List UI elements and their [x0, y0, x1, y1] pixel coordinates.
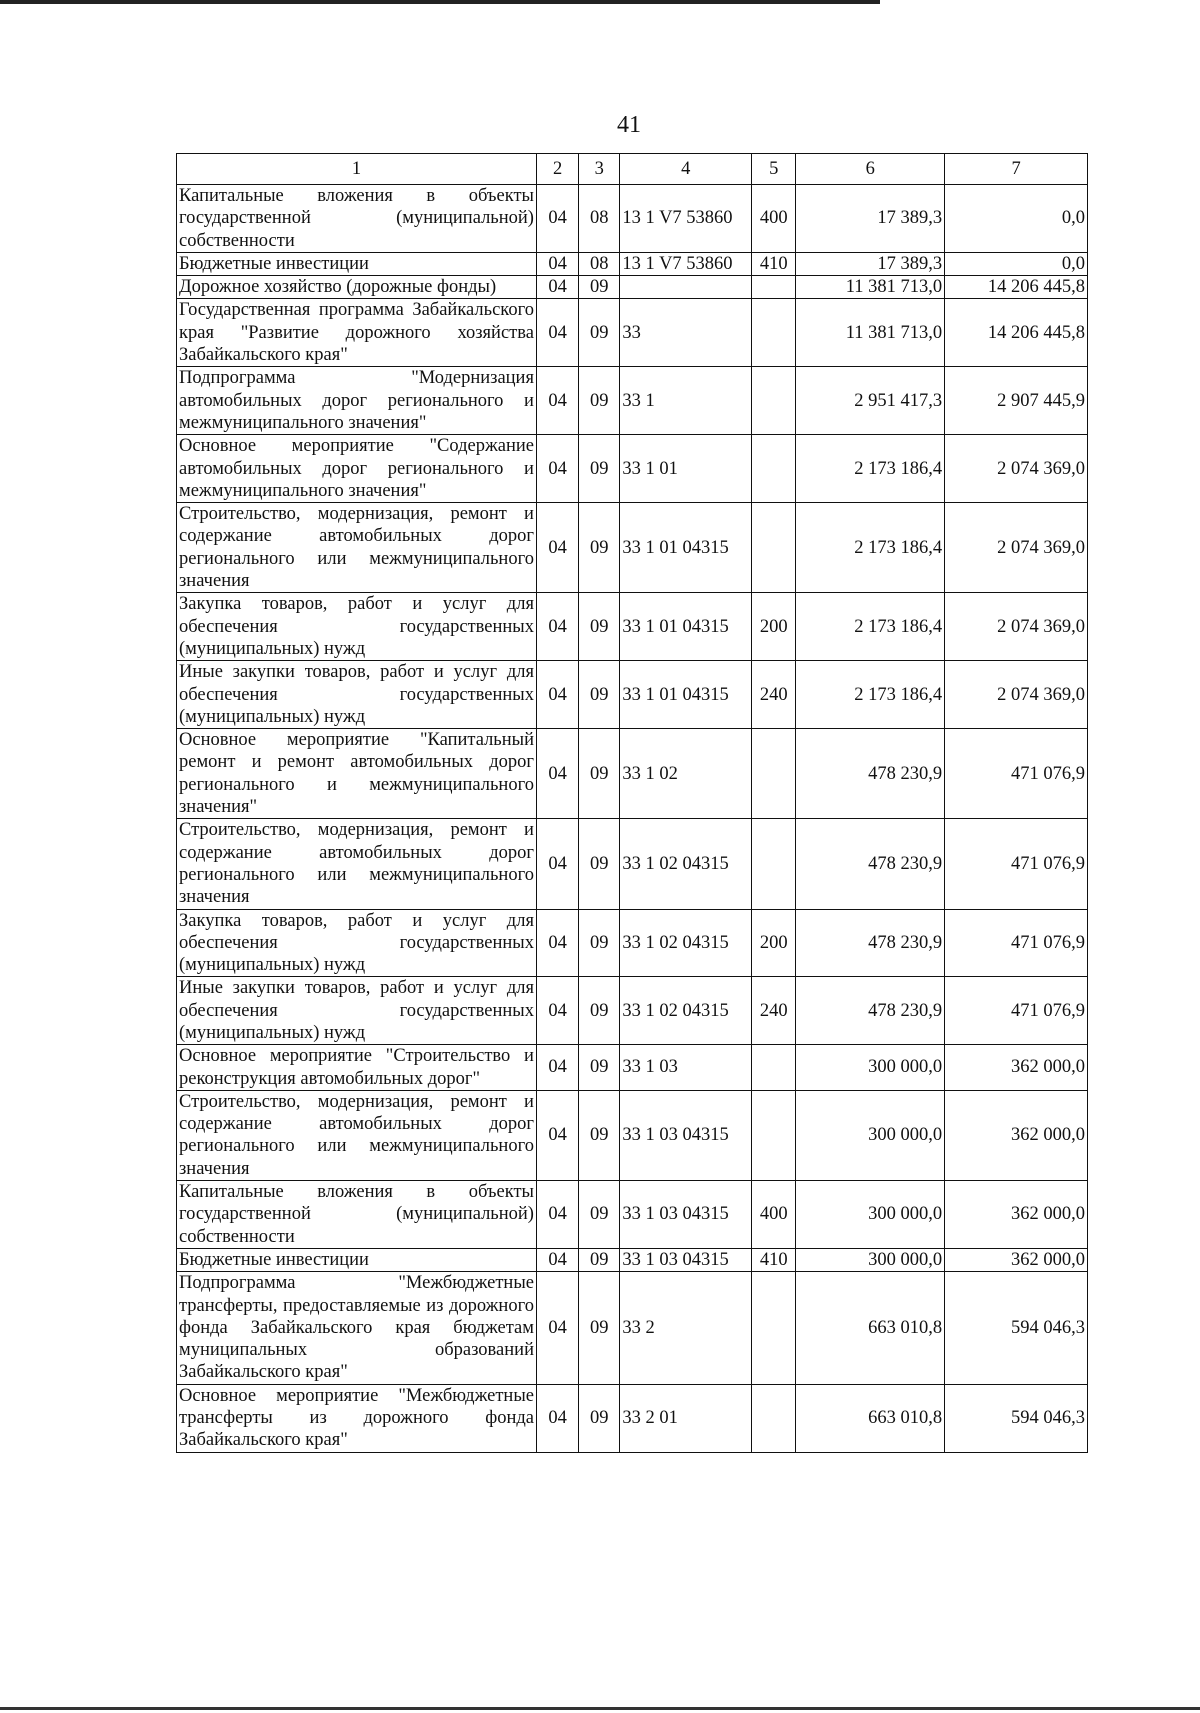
row-name-cell: Строительство, модернизация, ремонт и содержание автомобильных дорог регионального или межмуниципального значения — [177, 1090, 537, 1180]
amount-year1-cell: 300 000,0 — [796, 1181, 945, 1249]
header-cell-1: 1 — [177, 154, 537, 185]
expense-type-cell — [752, 1384, 796, 1452]
section-code-cell: 04 — [536, 276, 578, 299]
amount-year2-cell: 0,0 — [945, 185, 1088, 253]
amount-year2-cell: 2 907 445,9 — [945, 367, 1088, 435]
expense-type-cell — [752, 299, 796, 367]
subsection-code-cell: 09 — [579, 1181, 620, 1249]
section-code-cell: 04 — [536, 1248, 578, 1271]
amount-year1-cell: 2 173 186,4 — [796, 593, 945, 661]
section-code-cell: 04 — [536, 1045, 578, 1091]
scan-edge-bottom — [0, 1707, 1200, 1710]
target-article-cell: 13 1 V7 53860 — [620, 252, 752, 275]
amount-year2-cell: 2 074 369,0 — [945, 593, 1088, 661]
expense-type-cell — [752, 1045, 796, 1091]
target-article-cell: 33 2 — [620, 1272, 752, 1384]
amount-year2-cell: 14 206 445,8 — [945, 276, 1088, 299]
table-row — [177, 593, 1088, 661]
section-code-cell: 04 — [536, 252, 578, 275]
expense-type-cell — [752, 435, 796, 503]
target-article-cell: 33 1 02 04315 — [620, 819, 752, 909]
expense-type-cell — [752, 1090, 796, 1180]
row-name-cell: Бюджетные инвестиции — [177, 252, 537, 275]
row-name-cell: Иные закупки товаров, работ и услуг для обеспечения государственных (муниципальных) нужд — [177, 661, 537, 729]
amount-year1-cell: 2 173 186,4 — [796, 435, 945, 503]
row-name-cell: Основное мероприятие "Содержание автомобильных дорог регионального и межмуниципального значения" — [177, 435, 537, 503]
amount-year1-cell: 300 000,0 — [796, 1248, 945, 1271]
section-code-cell: 04 — [536, 661, 578, 729]
amount-year1-cell: 663 010,8 — [796, 1272, 945, 1384]
table-row — [177, 1045, 1088, 1091]
amount-year2-cell: 2 074 369,0 — [945, 661, 1088, 729]
table-row — [177, 1181, 1088, 1249]
table-row — [177, 435, 1088, 503]
subsection-code-cell: 09 — [579, 299, 620, 367]
amount-year1-cell: 2 173 186,4 — [796, 661, 945, 729]
table-row — [177, 503, 1088, 593]
amount-year1-cell: 11 381 713,0 — [796, 299, 945, 367]
subsection-code-cell: 09 — [579, 593, 620, 661]
subsection-code-cell: 09 — [579, 909, 620, 977]
target-article-cell: 33 1 02 — [620, 729, 752, 819]
subsection-code-cell: 09 — [579, 819, 620, 909]
subsection-code-cell: 09 — [579, 1045, 620, 1091]
table-row — [177, 661, 1088, 729]
subsection-code-cell: 09 — [579, 435, 620, 503]
amount-year2-cell: 362 000,0 — [945, 1045, 1088, 1091]
section-code-cell: 04 — [536, 1181, 578, 1249]
table-row — [177, 276, 1088, 299]
expense-type-cell: 400 — [752, 1181, 796, 1249]
amount-year1-cell: 2 173 186,4 — [796, 503, 945, 593]
expense-type-cell: 240 — [752, 977, 796, 1045]
expense-type-cell — [752, 819, 796, 909]
target-article-cell: 33 1 01 04315 — [620, 593, 752, 661]
expense-type-cell — [752, 503, 796, 593]
amount-year1-cell: 478 230,9 — [796, 909, 945, 977]
page-number: 41 — [617, 112, 641, 138]
table-row — [177, 977, 1088, 1045]
amount-year2-cell: 471 076,9 — [945, 729, 1088, 819]
amount-year1-cell: 663 010,8 — [796, 1384, 945, 1452]
target-article-cell: 33 1 03 04315 — [620, 1181, 752, 1249]
row-name-cell: Капитальные вложения в объекты государственной (муниципальной) собственности — [177, 185, 537, 253]
subsection-code-cell: 09 — [579, 367, 620, 435]
row-name-cell: Бюджетные инвестиции — [177, 1248, 537, 1271]
section-code-cell: 04 — [536, 1272, 578, 1384]
amount-year2-cell: 362 000,0 — [945, 1181, 1088, 1249]
target-article-cell: 33 1 03 04315 — [620, 1248, 752, 1271]
subsection-code-cell: 09 — [579, 276, 620, 299]
header-cell-6: 6 — [796, 154, 945, 185]
row-name-cell: Строительство, модернизация, ремонт и содержание автомобильных дорог регионального или межмуниципального значения — [177, 819, 537, 909]
table-header-row — [177, 154, 1088, 185]
row-name-cell: Капитальные вложения в объекты государственной (муниципальной) собственности — [177, 1181, 537, 1249]
target-article-cell — [620, 276, 752, 299]
section-code-cell: 04 — [536, 819, 578, 909]
target-article-cell: 33 1 — [620, 367, 752, 435]
scan-edge-top — [0, 0, 880, 4]
target-article-cell: 33 2 01 — [620, 1384, 752, 1452]
target-article-cell: 33 1 02 04315 — [620, 909, 752, 977]
target-article-cell: 33 1 01 — [620, 435, 752, 503]
amount-year2-cell: 471 076,9 — [945, 977, 1088, 1045]
section-code-cell: 04 — [536, 1090, 578, 1180]
expense-type-cell: 400 — [752, 185, 796, 253]
header-cell-2: 2 — [536, 154, 578, 185]
table-row — [177, 1384, 1088, 1452]
table-row — [177, 1090, 1088, 1180]
section-code-cell: 04 — [536, 977, 578, 1045]
header-cell-3: 3 — [579, 154, 620, 185]
amount-year1-cell: 300 000,0 — [796, 1090, 945, 1180]
row-name-cell: Подпрограмма "Модернизация автомобильных дорог регионального и межмуниципального значения" — [177, 367, 537, 435]
amount-year1-cell: 2 951 417,3 — [796, 367, 945, 435]
amount-year1-cell: 11 381 713,0 — [796, 276, 945, 299]
target-article-cell: 33 1 01 04315 — [620, 661, 752, 729]
expense-type-cell: 410 — [752, 252, 796, 275]
section-code-cell: 04 — [536, 299, 578, 367]
expense-type-cell: 410 — [752, 1248, 796, 1271]
table-row — [177, 252, 1088, 275]
row-name-cell: Государственная программа Забайкальского края "Развитие дорожного хозяйства Забайкальского края" — [177, 299, 537, 367]
target-article-cell: 33 1 01 04315 — [620, 503, 752, 593]
table-row — [177, 909, 1088, 977]
expense-type-cell — [752, 729, 796, 819]
amount-year2-cell: 2 074 369,0 — [945, 503, 1088, 593]
target-article-cell: 33 1 03 — [620, 1045, 752, 1091]
table-row — [177, 1272, 1088, 1384]
amount-year1-cell: 17 389,3 — [796, 252, 945, 275]
row-name-cell: Иные закупки товаров, работ и услуг для обеспечения государственных (муниципальных) нужд — [177, 977, 537, 1045]
amount-year2-cell: 594 046,3 — [945, 1384, 1088, 1452]
expense-type-cell — [752, 1272, 796, 1384]
subsection-code-cell: 09 — [579, 1248, 620, 1271]
table-row — [177, 367, 1088, 435]
amount-year2-cell: 471 076,9 — [945, 819, 1088, 909]
section-code-cell: 04 — [536, 1384, 578, 1452]
header-cell-4: 4 — [620, 154, 752, 185]
subsection-code-cell: 09 — [579, 729, 620, 819]
table-row — [177, 299, 1088, 367]
row-name-cell: Основное мероприятие "Строительство и реконструкция автомобильных дорог" — [177, 1045, 537, 1091]
target-article-cell: 33 1 02 04315 — [620, 977, 752, 1045]
amount-year2-cell: 471 076,9 — [945, 909, 1088, 977]
amount-year1-cell: 478 230,9 — [796, 819, 945, 909]
amount-year1-cell: 17 389,3 — [796, 185, 945, 253]
row-name-cell: Основное мероприятие "Капитальный ремонт и ремонт автомобильных дорог регионального и межмуниципального значения" — [177, 729, 537, 819]
amount-year2-cell: 594 046,3 — [945, 1272, 1088, 1384]
expense-type-cell — [752, 276, 796, 299]
row-name-cell: Закупка товаров, работ и услуг для обеспечения государственных (муниципальных) нужд — [177, 909, 537, 977]
table-row — [177, 1248, 1088, 1271]
section-code-cell: 04 — [536, 185, 578, 253]
expense-type-cell: 240 — [752, 661, 796, 729]
expense-type-cell — [752, 367, 796, 435]
row-name-cell: Строительство, модернизация, ремонт и содержание автомобильных дорог регионального или межмуниципального значения — [177, 503, 537, 593]
row-name-cell: Дорожное хозяйство (дорожные фонды) — [177, 276, 537, 299]
table-row — [177, 185, 1088, 253]
expense-type-cell: 200 — [752, 909, 796, 977]
amount-year1-cell: 478 230,9 — [796, 977, 945, 1045]
section-code-cell: 04 — [536, 367, 578, 435]
header-cell-5: 5 — [752, 154, 796, 185]
amount-year2-cell: 0,0 — [945, 252, 1088, 275]
header-cell-7: 7 — [945, 154, 1088, 185]
section-code-cell: 04 — [536, 435, 578, 503]
section-code-cell: 04 — [536, 729, 578, 819]
subsection-code-cell: 09 — [579, 977, 620, 1045]
amount-year2-cell: 362 000,0 — [945, 1248, 1088, 1271]
amount-year2-cell: 362 000,0 — [945, 1090, 1088, 1180]
row-name-cell: Закупка товаров, работ и услуг для обеспечения государственных (муниципальных) нужд — [177, 593, 537, 661]
row-name-cell: Основное мероприятие "Межбюджетные трансферты из дорожного фонда Забайкальского края" — [177, 1384, 537, 1452]
amount-year1-cell: 300 000,0 — [796, 1045, 945, 1091]
table-row — [177, 819, 1088, 909]
target-article-cell: 33 — [620, 299, 752, 367]
subsection-code-cell: 08 — [579, 185, 620, 253]
subsection-code-cell: 09 — [579, 503, 620, 593]
section-code-cell: 04 — [536, 593, 578, 661]
subsection-code-cell: 08 — [579, 252, 620, 275]
amount-year2-cell: 2 074 369,0 — [945, 435, 1088, 503]
section-code-cell: 04 — [536, 503, 578, 593]
amount-year2-cell: 14 206 445,8 — [945, 299, 1088, 367]
subsection-code-cell: 09 — [579, 1272, 620, 1384]
table-row — [177, 729, 1088, 819]
target-article-cell: 13 1 V7 53860 — [620, 185, 752, 253]
subsection-code-cell: 09 — [579, 1090, 620, 1180]
expense-type-cell: 200 — [752, 593, 796, 661]
section-code-cell: 04 — [536, 909, 578, 977]
amount-year1-cell: 478 230,9 — [796, 729, 945, 819]
row-name-cell: Подпрограмма "Межбюджетные трансферты, предоставляемые из дорожного фонда Забайкальского края бюджетам муниципальных образований Забайкальского края" — [177, 1272, 537, 1384]
target-article-cell: 33 1 03 04315 — [620, 1090, 752, 1180]
budget-table — [176, 153, 1088, 1453]
subsection-code-cell: 09 — [579, 661, 620, 729]
subsection-code-cell: 09 — [579, 1384, 620, 1452]
